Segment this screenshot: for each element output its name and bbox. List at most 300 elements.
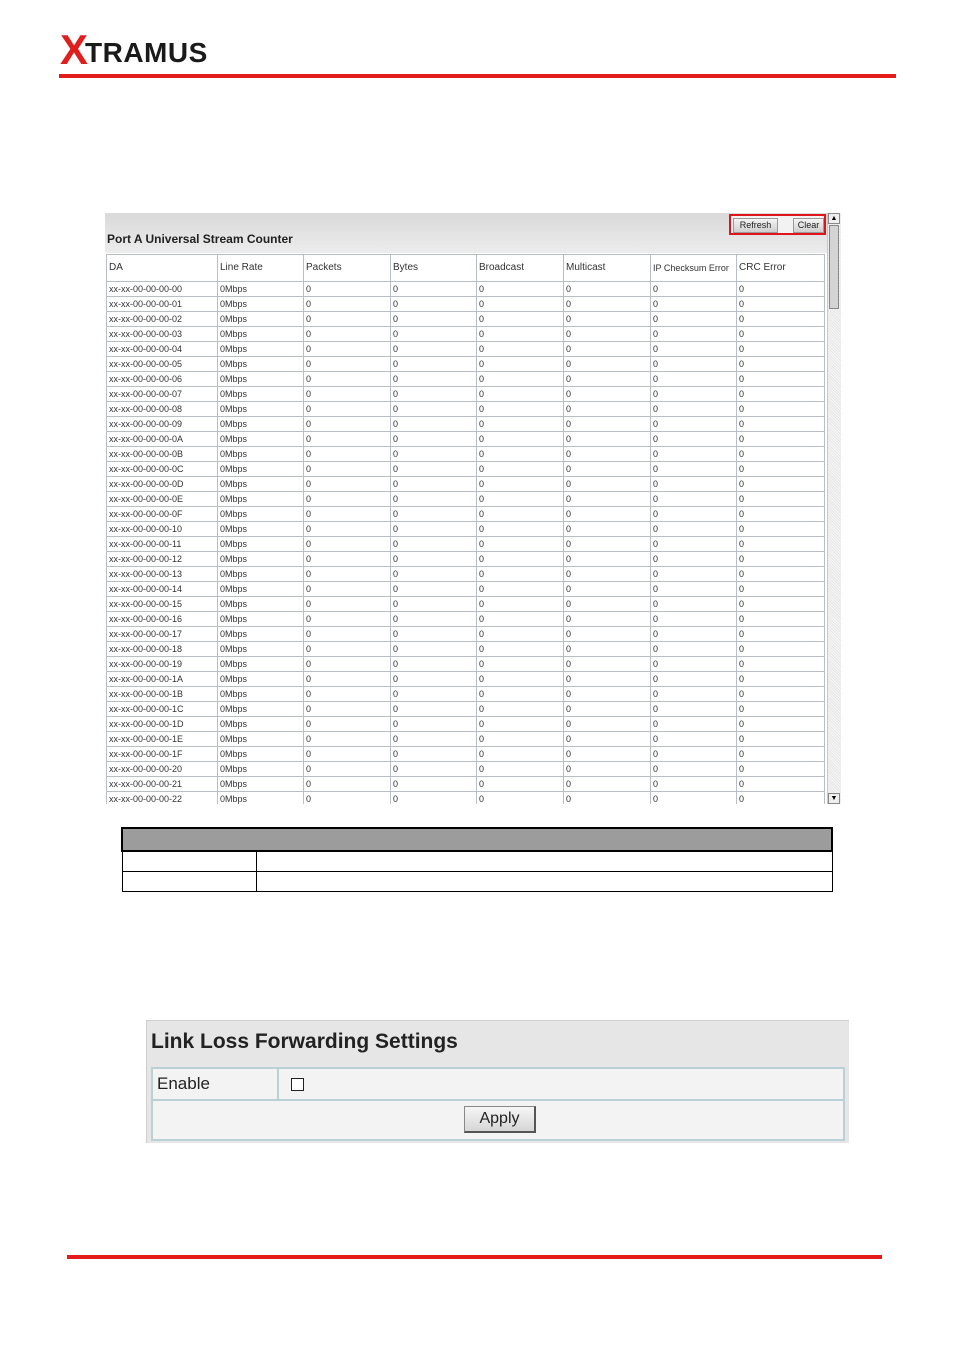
table-cell: 0 xyxy=(477,372,564,387)
table-cell: 0 xyxy=(737,357,825,372)
enable-label: Enable xyxy=(153,1069,279,1099)
table-cell: 0 xyxy=(737,507,825,522)
table-row xyxy=(107,372,825,387)
description-table-row xyxy=(122,872,832,892)
vertical-scrollbar[interactable] xyxy=(827,213,841,804)
table-cell: 0 xyxy=(477,312,564,327)
table-cell: 0 xyxy=(564,357,651,372)
table-cell: 0 xyxy=(564,642,651,657)
table-cell: 0 xyxy=(737,477,825,492)
table-cell: 0 xyxy=(391,537,477,552)
table-header-row xyxy=(107,255,825,282)
refresh-button[interactable]: Refresh xyxy=(733,218,778,233)
table-cell: 0Mbps xyxy=(218,537,304,552)
table-cell: 0 xyxy=(651,717,737,732)
table-row xyxy=(107,297,825,312)
table-cell: 0 xyxy=(304,342,391,357)
table-cell: 0 xyxy=(304,657,391,672)
table-cell: 0Mbps xyxy=(218,657,304,672)
table-cell: 0 xyxy=(564,657,651,672)
table-cell: 0Mbps xyxy=(218,357,304,372)
table-cell: 0 xyxy=(304,462,391,477)
table-cell: 0 xyxy=(477,717,564,732)
table-cell: 0 xyxy=(477,447,564,462)
table-cell: 0 xyxy=(391,402,477,417)
table-cell: 0 xyxy=(564,792,651,805)
table-cell: 0 xyxy=(564,552,651,567)
table-cell: 0 xyxy=(564,327,651,342)
table-cell: 0 xyxy=(391,792,477,805)
table-cell: 0 xyxy=(564,402,651,417)
table-cell: 0 xyxy=(651,432,737,447)
table-row xyxy=(107,312,825,327)
table-cell: 0Mbps xyxy=(218,372,304,387)
table-row xyxy=(107,492,825,507)
table-cell: 0 xyxy=(564,282,651,297)
table-cell: 0 xyxy=(391,552,477,567)
table-cell: 0 xyxy=(737,777,825,792)
table-cell: 0 xyxy=(477,357,564,372)
table-row xyxy=(107,687,825,702)
table-cell: 0Mbps xyxy=(218,792,304,805)
scrollbar-thumb[interactable] xyxy=(829,225,839,309)
table-row xyxy=(107,657,825,672)
table-cell: 0 xyxy=(477,597,564,612)
table-cell: 0 xyxy=(651,282,737,297)
table-cell: 0 xyxy=(304,597,391,612)
table-cell: 0 xyxy=(651,447,737,462)
table-cell: 0 xyxy=(737,717,825,732)
table-cell: 0 xyxy=(564,627,651,642)
table-cell: 0 xyxy=(477,777,564,792)
table-cell: 0 xyxy=(304,447,391,462)
table-cell: 0 xyxy=(304,732,391,747)
table-cell: 0 xyxy=(391,672,477,687)
table-cell: 0 xyxy=(651,357,737,372)
table-row xyxy=(107,672,825,687)
table-cell: xx-xx-00-00-00-22 xyxy=(107,792,218,805)
table-row xyxy=(107,642,825,657)
table-cell: 0 xyxy=(477,732,564,747)
table-cell: 0 xyxy=(737,762,825,777)
table-cell: 0 xyxy=(737,672,825,687)
column-header: Bytes xyxy=(391,255,477,282)
table-cell: 0Mbps xyxy=(218,582,304,597)
table-cell: xx-xx-00-00-00-01 xyxy=(107,297,218,312)
table-cell: 0 xyxy=(564,432,651,447)
table-cell: 0 xyxy=(564,612,651,627)
table-cell: 0 xyxy=(304,327,391,342)
table-row xyxy=(107,357,825,372)
table-cell: 0 xyxy=(391,627,477,642)
table-cell: 0 xyxy=(651,672,737,687)
counter-button-group xyxy=(729,214,826,235)
table-cell: 0 xyxy=(477,612,564,627)
table-cell: 0 xyxy=(737,702,825,717)
table-cell: xx-xx-00-00-00-00 xyxy=(107,282,218,297)
table-cell: 0 xyxy=(477,462,564,477)
table-row xyxy=(107,387,825,402)
table-row xyxy=(107,552,825,567)
table-cell: 0 xyxy=(477,582,564,597)
table-cell: 0 xyxy=(304,687,391,702)
table-cell: 0Mbps xyxy=(218,462,304,477)
table-cell: xx-xx-00-00-00-11 xyxy=(107,537,218,552)
table-cell: xx-xx-00-00-00-06 xyxy=(107,372,218,387)
enable-row xyxy=(153,1069,843,1101)
table-cell: 0 xyxy=(391,372,477,387)
table-row xyxy=(107,282,825,297)
table-cell: 0Mbps xyxy=(218,282,304,297)
table-cell: 0 xyxy=(304,567,391,582)
table-cell: 0Mbps xyxy=(218,522,304,537)
column-header: CRC Error xyxy=(737,255,825,282)
table-cell: 0 xyxy=(304,582,391,597)
table-cell: 0 xyxy=(391,327,477,342)
table-row xyxy=(107,567,825,582)
table-cell: 0Mbps xyxy=(218,777,304,792)
table-cell: 0 xyxy=(304,777,391,792)
table-row xyxy=(107,447,825,462)
table-cell: 0Mbps xyxy=(218,297,304,312)
table-cell: 0 xyxy=(304,522,391,537)
table-cell: 0 xyxy=(391,492,477,507)
table-cell: 0 xyxy=(737,522,825,537)
table-cell: 0Mbps xyxy=(218,432,304,447)
table-cell: 0 xyxy=(391,762,477,777)
logo-wordmark: TRAMUS xyxy=(85,37,208,68)
table-cell: 0 xyxy=(304,762,391,777)
table-cell: 0 xyxy=(651,507,737,522)
table-cell: 0 xyxy=(304,387,391,402)
table-cell: 0 xyxy=(564,417,651,432)
table-cell: xx-xx-00-00-00-03 xyxy=(107,327,218,342)
table-cell: 0Mbps xyxy=(218,672,304,687)
table-cell: 0 xyxy=(651,537,737,552)
table-row xyxy=(107,612,825,627)
table-cell: 0 xyxy=(477,537,564,552)
table-cell: 0 xyxy=(737,582,825,597)
table-cell: 0 xyxy=(737,657,825,672)
table-row xyxy=(107,507,825,522)
table-cell: 0 xyxy=(651,462,737,477)
table-row xyxy=(107,762,825,777)
table-cell: 0Mbps xyxy=(218,342,304,357)
table-cell: xx-xx-00-00-00-1D xyxy=(107,717,218,732)
table-cell: xx-xx-00-00-00-14 xyxy=(107,582,218,597)
table-cell: 0Mbps xyxy=(218,417,304,432)
table-cell: 0Mbps xyxy=(218,762,304,777)
table-cell: 0 xyxy=(477,342,564,357)
table-cell: 0 xyxy=(477,687,564,702)
table-cell: 0 xyxy=(737,627,825,642)
table-cell: xx-xx-00-00-00-15 xyxy=(107,597,218,612)
table-cell: 0 xyxy=(564,747,651,762)
table-cell: 0 xyxy=(564,372,651,387)
table-cell: 0 xyxy=(564,597,651,612)
table-cell: 0 xyxy=(564,732,651,747)
table-cell: 0 xyxy=(651,492,737,507)
table-cell: 0 xyxy=(651,792,737,805)
column-header: IP Checksum Error xyxy=(651,255,737,282)
table-cell: 0 xyxy=(564,387,651,402)
table-cell: 0 xyxy=(391,582,477,597)
description-cell xyxy=(256,872,832,892)
table-cell: xx-xx-00-00-00-1E xyxy=(107,732,218,747)
description-table xyxy=(121,827,833,892)
table-cell: 0 xyxy=(391,642,477,657)
table-cell: xx-xx-00-00-00-16 xyxy=(107,612,218,627)
table-cell: 0 xyxy=(651,417,737,432)
table-cell: 0Mbps xyxy=(218,387,304,402)
table-cell: 0 xyxy=(477,297,564,312)
table-row xyxy=(107,792,825,805)
table-cell: 0 xyxy=(564,447,651,462)
table-cell: 0 xyxy=(477,657,564,672)
table-cell: 0 xyxy=(651,732,737,747)
table-row xyxy=(107,747,825,762)
table-cell: 0 xyxy=(391,357,477,372)
table-cell: xx-xx-00-00-00-19 xyxy=(107,657,218,672)
table-cell: 0 xyxy=(391,777,477,792)
table-cell: 0 xyxy=(477,552,564,567)
table-row xyxy=(107,417,825,432)
table-cell: 0 xyxy=(477,492,564,507)
table-cell: 0 xyxy=(391,567,477,582)
table-cell: 0Mbps xyxy=(218,552,304,567)
table-cell: 0 xyxy=(391,687,477,702)
table-cell: 0 xyxy=(651,477,737,492)
table-cell: 0 xyxy=(651,552,737,567)
table-cell: 0Mbps xyxy=(218,702,304,717)
column-header: Packets xyxy=(304,255,391,282)
table-cell: xx-xx-00-00-00-1F xyxy=(107,747,218,762)
table-cell: xx-xx-00-00-00-12 xyxy=(107,552,218,567)
table-cell: 0 xyxy=(651,777,737,792)
table-cell: 0 xyxy=(477,567,564,582)
table-cell: 0 xyxy=(477,282,564,297)
table-cell: 0 xyxy=(737,612,825,627)
table-cell: 0 xyxy=(477,702,564,717)
table-cell: 0 xyxy=(304,477,391,492)
table-cell: 0Mbps xyxy=(218,747,304,762)
table-cell: 0 xyxy=(564,342,651,357)
scroll-down-arrow-icon[interactable]: ▼ xyxy=(828,793,840,804)
table-cell: 0 xyxy=(737,597,825,612)
table-row xyxy=(107,732,825,747)
header-rule xyxy=(59,74,896,78)
footer-rule xyxy=(67,1255,882,1259)
table-cell: 0 xyxy=(564,777,651,792)
table-cell: 0 xyxy=(391,387,477,402)
table-cell: 0 xyxy=(737,417,825,432)
table-cell: xx-xx-00-00-00-1C xyxy=(107,702,218,717)
table-cell: 0Mbps xyxy=(218,612,304,627)
table-cell: 0 xyxy=(651,297,737,312)
scroll-up-arrow-icon[interactable]: ▲ xyxy=(828,213,840,224)
table-cell: 0 xyxy=(391,447,477,462)
table-cell: 0 xyxy=(564,687,651,702)
table-row xyxy=(107,477,825,492)
table-cell: 0 xyxy=(477,792,564,805)
table-cell: 0 xyxy=(304,507,391,522)
table-cell: xx-xx-00-00-00-1A xyxy=(107,672,218,687)
table-cell: 0 xyxy=(651,627,737,642)
table-cell: 0 xyxy=(737,372,825,387)
table-cell: 0 xyxy=(737,402,825,417)
table-cell: 0 xyxy=(651,312,737,327)
stream-counter-table xyxy=(106,254,825,804)
table-cell: 0 xyxy=(391,312,477,327)
table-cell: 0 xyxy=(391,522,477,537)
table-cell: 0 xyxy=(651,567,737,582)
table-row xyxy=(107,432,825,447)
table-cell: 0 xyxy=(564,582,651,597)
table-cell: 0 xyxy=(737,642,825,657)
column-header: Multicast xyxy=(564,255,651,282)
table-cell: 0 xyxy=(304,402,391,417)
table-cell: 0 xyxy=(737,462,825,477)
table-cell: 0 xyxy=(564,762,651,777)
table-cell: 0 xyxy=(477,522,564,537)
table-cell: xx-xx-00-00-00-08 xyxy=(107,402,218,417)
table-cell: 0 xyxy=(477,642,564,657)
table-row xyxy=(107,342,825,357)
table-cell: 0 xyxy=(304,432,391,447)
table-cell: 0 xyxy=(564,522,651,537)
table-cell: 0 xyxy=(737,792,825,805)
table-cell: 0 xyxy=(477,432,564,447)
table-cell: 0 xyxy=(564,717,651,732)
table-row xyxy=(107,777,825,792)
table-cell: xx-xx-00-00-00-18 xyxy=(107,642,218,657)
table-cell: 0 xyxy=(564,492,651,507)
table-row xyxy=(107,462,825,477)
table-cell: 0 xyxy=(737,567,825,582)
table-cell: 0 xyxy=(391,462,477,477)
table-cell: 0 xyxy=(737,747,825,762)
table-cell: 0 xyxy=(737,687,825,702)
table-cell: 0 xyxy=(391,417,477,432)
table-cell: xx-xx-00-00-00-0C xyxy=(107,462,218,477)
table-cell: 0Mbps xyxy=(218,327,304,342)
stream-counter-header xyxy=(105,213,827,253)
table-cell: 0 xyxy=(651,342,737,357)
table-cell: 0 xyxy=(304,672,391,687)
table-cell: 0 xyxy=(477,507,564,522)
table-cell: 0 xyxy=(651,582,737,597)
table-cell: xx-xx-00-00-00-04 xyxy=(107,342,218,357)
table-cell: 0 xyxy=(477,477,564,492)
table-cell: 0 xyxy=(391,717,477,732)
table-cell: 0 xyxy=(651,402,737,417)
table-cell: 0Mbps xyxy=(218,567,304,582)
table-cell: 0 xyxy=(304,417,391,432)
description-header-cell xyxy=(122,828,832,851)
description-table-header xyxy=(122,828,832,851)
table-cell: 0 xyxy=(477,327,564,342)
stream-counter-table-wrap xyxy=(106,254,824,804)
table-cell: 0Mbps xyxy=(218,627,304,642)
table-row xyxy=(107,597,825,612)
table-cell: 0 xyxy=(651,387,737,402)
table-cell: 0 xyxy=(391,297,477,312)
apply-button[interactable]: Apply xyxy=(464,1106,536,1133)
logo-x-mark: X xyxy=(60,26,88,73)
table-cell: 0 xyxy=(391,747,477,762)
description-cell xyxy=(122,872,256,892)
table-cell: xx-xx-00-00-00-02 xyxy=(107,312,218,327)
enable-checkbox[interactable] xyxy=(291,1078,304,1091)
table-cell: 0 xyxy=(391,282,477,297)
table-cell: 0Mbps xyxy=(218,507,304,522)
table-cell: xx-xx-00-00-00-20 xyxy=(107,762,218,777)
table-cell: 0 xyxy=(304,537,391,552)
link-loss-form xyxy=(151,1067,845,1141)
table-cell: 0 xyxy=(737,537,825,552)
table-cell: 0 xyxy=(304,747,391,762)
table-cell: 0 xyxy=(477,627,564,642)
column-header: DA xyxy=(107,255,218,282)
table-cell: xx-xx-00-00-00-17 xyxy=(107,627,218,642)
table-cell: xx-xx-00-00-00-0E xyxy=(107,492,218,507)
table-cell: 0 xyxy=(304,357,391,372)
clear-button[interactable]: Clear xyxy=(793,218,824,233)
table-cell: 0 xyxy=(477,672,564,687)
table-cell: 0Mbps xyxy=(218,447,304,462)
table-cell: 0 xyxy=(651,522,737,537)
table-cell: 0 xyxy=(391,702,477,717)
table-cell: 0 xyxy=(564,312,651,327)
xtramus-logo xyxy=(60,26,208,73)
table-cell: 0 xyxy=(651,327,737,342)
table-cell: 0 xyxy=(737,297,825,312)
table-cell: 0 xyxy=(651,657,737,672)
table-cell: 0 xyxy=(477,387,564,402)
table-cell: 0 xyxy=(304,792,391,805)
table-cell: 0 xyxy=(304,372,391,387)
table-cell: xx-xx-00-00-00-10 xyxy=(107,522,218,537)
table-cell: 0 xyxy=(391,657,477,672)
table-cell: 0Mbps xyxy=(218,642,304,657)
table-cell: 0 xyxy=(737,282,825,297)
link-loss-forwarding-panel xyxy=(146,1020,849,1143)
table-cell: 0Mbps xyxy=(218,477,304,492)
table-cell: 0 xyxy=(477,762,564,777)
column-header: Broadcast xyxy=(477,255,564,282)
table-cell: 0 xyxy=(304,282,391,297)
table-cell: xx-xx-00-00-00-0A xyxy=(107,432,218,447)
table-cell: xx-xx-00-00-00-07 xyxy=(107,387,218,402)
table-cell: 0 xyxy=(304,642,391,657)
table-cell: 0 xyxy=(737,492,825,507)
table-cell: 0 xyxy=(737,327,825,342)
table-cell: xx-xx-00-00-00-21 xyxy=(107,777,218,792)
table-cell: 0 xyxy=(737,447,825,462)
table-cell: 0 xyxy=(651,762,737,777)
table-cell: 0 xyxy=(564,462,651,477)
table-cell: 0Mbps xyxy=(218,312,304,327)
description-cell xyxy=(122,851,256,872)
table-row xyxy=(107,627,825,642)
table-cell: 0 xyxy=(304,612,391,627)
table-cell: 0 xyxy=(391,432,477,447)
table-cell: 0 xyxy=(564,507,651,522)
table-cell: 0 xyxy=(304,552,391,567)
table-cell: xx-xx-00-00-00-1B xyxy=(107,687,218,702)
table-cell: 0 xyxy=(391,732,477,747)
table-cell: 0 xyxy=(304,297,391,312)
